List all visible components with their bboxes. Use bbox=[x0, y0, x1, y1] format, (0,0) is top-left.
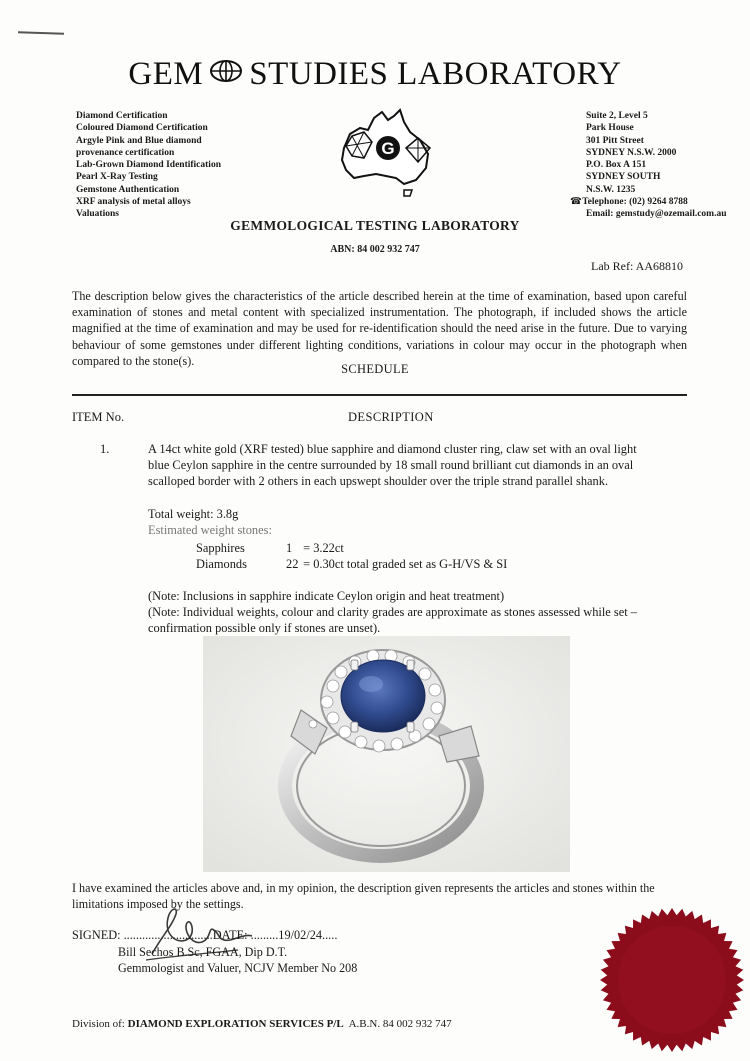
item-column-header: ITEM No. bbox=[72, 410, 125, 424]
total-weight: Total weight: 3.8g bbox=[148, 507, 239, 521]
red-seal bbox=[598, 906, 746, 1059]
service-item: Lab-Grown Diamond Identification bbox=[76, 160, 221, 171]
stone-count: 1 bbox=[286, 541, 293, 555]
signer-name: Bill Sechos B.Sc, FGAA, Dip D.T. bbox=[118, 945, 288, 959]
address-line: 301 Pitt Street bbox=[586, 135, 644, 146]
footer-prefix: Division of: bbox=[72, 1018, 125, 1030]
stone-detail: = 3.22ct bbox=[303, 541, 344, 555]
address-line: Suite 2, Level 5 bbox=[586, 111, 648, 121]
globe-icon bbox=[209, 55, 243, 92]
address-line: SYDNEY SOUTH bbox=[586, 172, 661, 183]
service-item: Pearl X-Ray Testing bbox=[76, 172, 158, 183]
service-item: Diamond Certification bbox=[76, 111, 168, 121]
notes bbox=[148, 588, 648, 637]
service-item: Valuations bbox=[76, 209, 119, 220]
ring-photo bbox=[203, 636, 570, 872]
abn: ABN: 84 002 932 747 bbox=[330, 244, 420, 255]
brand-left: GEM bbox=[128, 56, 204, 92]
telephone-line bbox=[570, 196, 727, 208]
stone-name: Sapphires bbox=[196, 541, 245, 555]
telephone-icon: ☎ bbox=[570, 197, 582, 208]
stone-count: 22 bbox=[286, 557, 299, 571]
footer-abn: A.B.N. 84 002 932 747 bbox=[348, 1018, 452, 1030]
corner-mark bbox=[18, 31, 64, 35]
australia-logo bbox=[330, 104, 442, 205]
note-weights: (Note: Individual weights, colour and clarity grades are approximate as stones assessed while set – confirmation possible only if stones are unset). bbox=[148, 605, 637, 636]
service-item: provenance certification bbox=[76, 147, 175, 158]
intro-paragraph: The description below gives the characteristics of the article described herein at the time of examination, based upon careful examination of stones and metal content with specialized instrumentation. The photograph, if included shows the article magnified at the time of examination and may be used for re-identification should the need arise in the future. Due to varying behaviour of some gemstones under different lighting conditions, variations in colour may occur in the photograph when compared to the stone(s). bbox=[72, 289, 687, 368]
stone-row bbox=[196, 556, 507, 572]
signed-line: SIGNED: .............................DATE: .........19/02/24..... bbox=[72, 928, 338, 942]
services-list bbox=[76, 110, 221, 221]
stone-detail: = 0.30ct total graded set as G-H/VS & SI bbox=[303, 557, 508, 571]
service-item: Argyle Pink and Blue diamond bbox=[76, 135, 202, 146]
signer-role: Gemmologist and Valuer, NCJV Member No 208 bbox=[118, 961, 358, 975]
lab-ref: Lab Ref: AA68810 bbox=[591, 259, 683, 273]
address-line: SYDNEY N.S.W. 2000 bbox=[586, 147, 677, 158]
schedule-heading: SCHEDULE bbox=[341, 362, 409, 376]
service-item: XRF analysis of metal alloys bbox=[76, 197, 191, 208]
estimated-weight-heading: Estimated weight stones: bbox=[148, 523, 272, 537]
brand-right: STUDIES LABORATORY bbox=[249, 56, 622, 92]
service-item: Gemstone Authentication bbox=[76, 184, 180, 195]
footer-company: DIAMOND EXPLORATION SERVICES P/L bbox=[127, 1018, 344, 1030]
note-origin: (Note: Inclusions in sapphire indicate Ceylon origin and heat treatment) bbox=[148, 589, 505, 603]
lab-title: GEMMOLOGICAL TESTING LABORATORY bbox=[230, 218, 520, 233]
address-block bbox=[570, 110, 727, 221]
footer bbox=[72, 1018, 452, 1030]
address-line: P.O. Box A 151 bbox=[586, 160, 647, 171]
address-line: Park House bbox=[586, 123, 634, 134]
signer-block bbox=[118, 944, 357, 976]
stone-row bbox=[196, 540, 507, 556]
telephone: Telephone: (02) 9264 8788 bbox=[582, 197, 688, 208]
stone-name: Diamonds bbox=[196, 557, 247, 571]
brand-title bbox=[0, 56, 750, 95]
stones-table bbox=[196, 540, 507, 572]
description-column-header: DESCRIPTION bbox=[348, 410, 434, 424]
examined-statement: I have examined the articles above and, in my opinion, the description given represents the articles and stones within the limitations imposed by the settings. bbox=[72, 881, 655, 911]
divider bbox=[72, 394, 687, 396]
service-item: Coloured Diamond Certification bbox=[76, 123, 208, 134]
item-number: 1. bbox=[100, 442, 110, 456]
email: Email: gemstudy@ozemail.com.au bbox=[586, 209, 727, 220]
item-description: A 14ct white gold (XRF tested) blue sapphire and diamond cluster ring, claw set with an oval light blue Ceylon sapphire in the centre surrounded by 18 small round brilliant cut diamonds in an oval scalloped border with 2 others in each upswept shoulder over the triple strand parallel shank. bbox=[148, 442, 637, 488]
address-line: N.S.W. 1235 bbox=[586, 184, 636, 195]
logo-letter: G bbox=[381, 139, 395, 158]
